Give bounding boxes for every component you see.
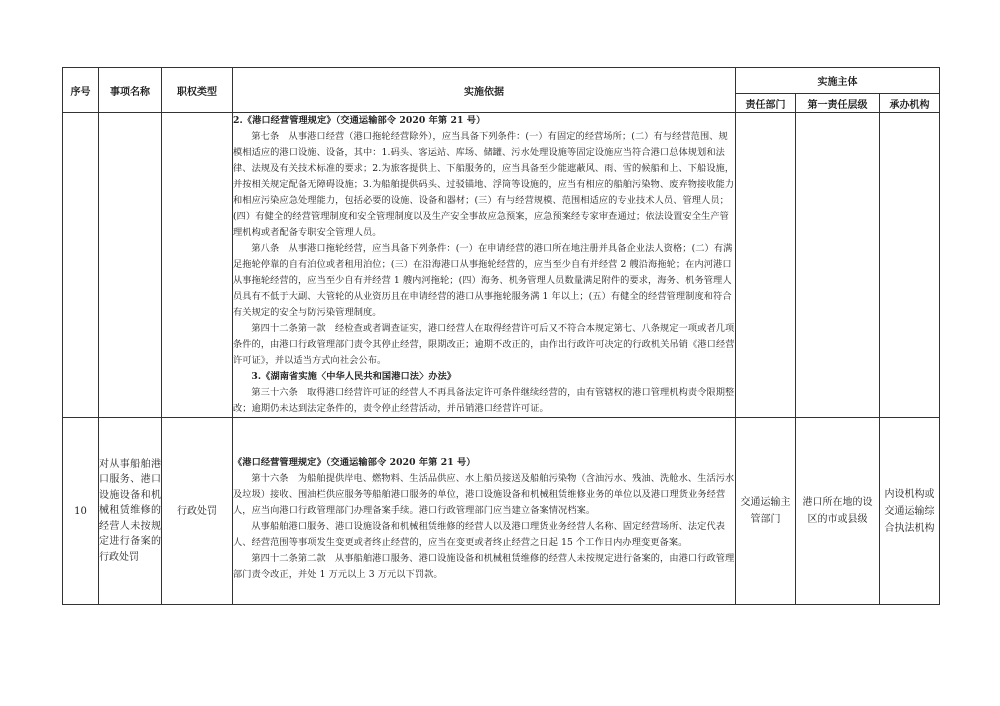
row-resp-dept: 交通运输主管部门 — [736, 418, 796, 605]
header-seq: 序号 — [63, 68, 99, 113]
cell-item-empty — [99, 113, 162, 418]
table-row-continuation — [63, 113, 940, 418]
basis-paragraph: 第三十六条 取得港口经营许可证的经营人不再具备法定许可条件继续经营的，由有管辖权的港口管理机构责令限期整改；逾期仍未达到法定条件的，责令停止经营活动，并吊销港口经营许可证。 — [233, 387, 735, 414]
cell-seq-empty — [63, 113, 99, 418]
header-item-name: 事项名称 — [99, 68, 162, 113]
basis-heading: 2.《港口经营管理规定》（交通运输部令 2020 年第 21 号） — [233, 115, 486, 126]
basis-heading: 3.《湖南省实施〈中华人民共和国港口法〉办法》 — [251, 371, 457, 382]
row-item-name: 对从事船舶港口服务、港口设施设备和机械租赁维修的经营人未按规定进行备案的行政处罚 — [99, 418, 162, 605]
row-seq: 10 — [63, 418, 99, 605]
cell-dept-empty — [736, 113, 796, 418]
basis-paragraph: 第八条 从事港口拖轮经营，应当具备下列条件：(一）在申请经营的港口所在地注册并具备企业法人资格；(二）有满足拖轮停靠的自有泊位或者租用泊位；(三）在沿海港口从事拖轮经营的，应当至少自有并经营 2 艘沿海拖轮；在内河港口从事拖轮经营的，应当至少自有并经营 1 艘内河拖轮；(四）海务、机务管理人员数量满足附件的要求，海务、机务管理人员具有不低于大副、大管轮的从业资历且在申请经营的港口从事拖轮服务满 1 年以上；(五）有健全的经营管理制度和符合有关规定的安全与防污染管理制度。 — [233, 243, 733, 318]
row-handling-org: 内设机构或交通运输综合执法机构 — [880, 418, 940, 605]
basis-paragraph: 第四十二条第二款 从事船舶港口服务、港口设施设备和机械租赁维修的经营人未按规定进行备案的，由港口行政管理部门责令改正，并处 1 万元以上 3 万元以下罚款。 — [233, 553, 735, 580]
header-resp-dept: 责任部门 — [736, 94, 796, 113]
basis-paragraph: 第十六条 为船舶提供岸电、燃物料、生活品供应、水上船员接送及船舶污染物（含油污水、残油、洗舱水、生活污水及垃圾）接收、围油栏供应服务等船舶港口服务的单位，港口设施设备和机械租赁维修业务的单位以及港口理货业务经营人，应当向港口行政管理部门办理备案手续。港口行政管理部门应当建立备案情况档案。 — [233, 473, 735, 516]
header-basis: 实施依据 — [233, 68, 736, 113]
basis-heading: 《港口经营管理规定》（交通运输部令 2020 年第 21 号） — [233, 457, 476, 468]
cell-type-empty — [162, 113, 233, 418]
header-subject: 实施主体 — [736, 68, 940, 94]
basis-paragraph: 从事船舶港口服务、港口设施设备和机械租赁维修的经营人以及港口理货业务经营人名称、固定经营场所、法定代表人、经营范围等事项发生变更或者终止经营的，应当在变更或者终止经营之日起 15 个工作日内办理变更备案。 — [233, 521, 726, 548]
header-power-type: 职权类型 — [162, 68, 233, 113]
row-power-type: 行政处罚 — [162, 418, 233, 605]
enforcement-table — [62, 67, 940, 605]
table-row-10 — [63, 418, 940, 605]
header-handling-org: 承办机构 — [880, 94, 940, 113]
basis-paragraph: 第七条 从事港口经营（港口拖轮经营除外），应当具备下列条件：(一）有固定的经营场所；(二）有与经营范围、规模相适应的港口设施、设备，其中：1.码头、客运站、库场、储罐、污水处理设施等固定设施应当符合港口总体规划和法律、法规及有关技术标准的要求；2.为旅客提供上、下船服务的，应当具备至少能遮蔽风、雨、雪的候船和上、下船设施，并按相关规定配备无障碍设施；3.为船舶提供码头、过驳锚地、浮筒等设施的，应当有相应的船舶污染物、废弃物接收能力和相应污染应急处理能力，包括必要的设施、设备和器材；(三）有与经营规模、范围相适应的专业技术人员、管理人员；(四）有健全的经营管理制度和安全管理制度以及生产安全事故应急预案，应急预案经专家审查通过；依法设置安全生产管理机构或者配备专职安全管理人员。 — [233, 131, 735, 238]
cell-level-empty — [796, 113, 880, 418]
basis-paragraph: 第四十二条第一款 经检查或者调查证实，港口经营人在取得经营许可后又不符合本规定第七、八条规定一项或者几项条件的，由港口行政管理部门责令其停止经营，限期改正；逾期不改正的，由作出行政许可决定的行政机关吊销《港口经营许可证》，并以适当方式向社会公布。 — [233, 323, 735, 366]
basis-cell — [233, 418, 736, 605]
basis-cell — [233, 113, 736, 418]
header-first-level: 第一责任层级 — [796, 94, 880, 113]
row-first-level: 港口所在地的设区的市或县级 — [796, 418, 880, 605]
cell-org-empty — [880, 113, 940, 418]
